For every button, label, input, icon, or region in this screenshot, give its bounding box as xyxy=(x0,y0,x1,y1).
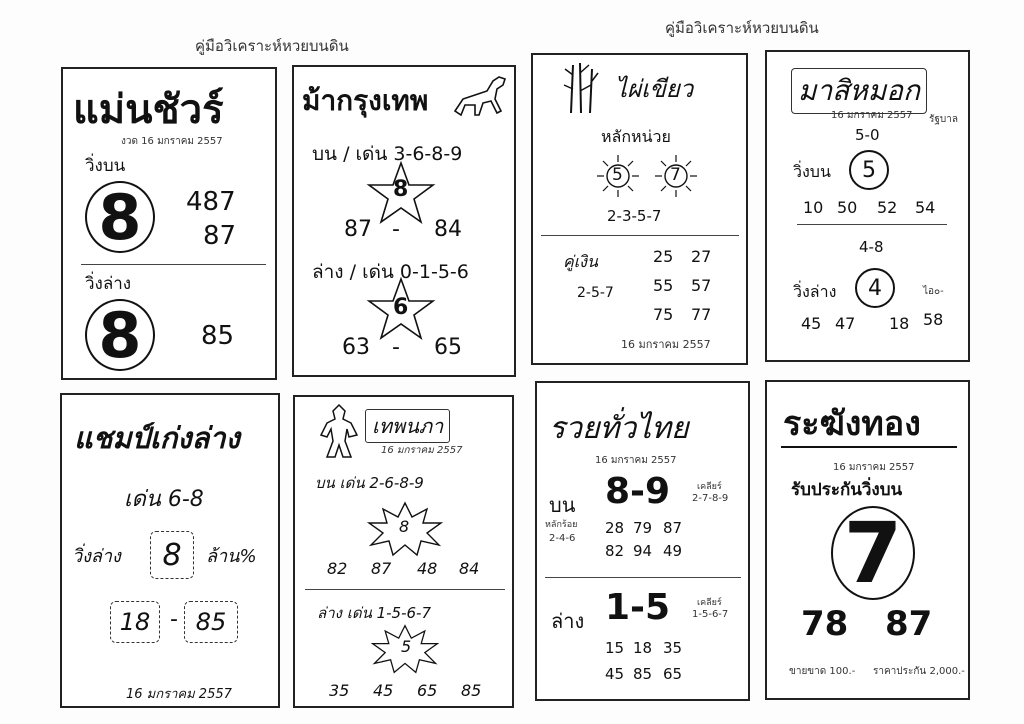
top-num: 84 xyxy=(459,559,480,578)
grid-cell: 27 xyxy=(691,247,712,266)
panel-thepnapha xyxy=(293,395,514,708)
bamboo-icon xyxy=(563,61,599,115)
dash: - xyxy=(392,217,400,242)
grid-cell: 57 xyxy=(691,276,712,295)
top-num: 50 xyxy=(837,198,858,217)
top-number-2: 87 xyxy=(203,221,237,251)
panel-date: 16 มกราคม 2557 xyxy=(595,455,677,466)
grid-cell: 75 xyxy=(653,305,674,324)
pair-1-b: 84 xyxy=(434,217,462,242)
top-big: 8-9 xyxy=(605,471,671,512)
grid-cell: 15 xyxy=(605,639,625,657)
bottom-num: 47 xyxy=(835,314,856,333)
top-digit-circle xyxy=(849,150,889,190)
big-digit-circle xyxy=(831,506,915,600)
grid-cell: 94 xyxy=(633,542,653,560)
top-num: 54 xyxy=(915,198,936,217)
dash: - xyxy=(392,335,400,360)
pair-2-a: 63 xyxy=(342,335,370,360)
panel-phaikhiao xyxy=(531,53,748,365)
panel-date: 16 มกราคม 2557 xyxy=(831,110,913,121)
grid-cell: 45 xyxy=(605,665,625,683)
run-top-label: วิ่งบน xyxy=(793,162,831,181)
panel-date: งวด 16 มกราคม 2557 xyxy=(121,136,223,147)
pair-b-box xyxy=(184,601,238,643)
top-num: 82 xyxy=(327,559,348,578)
panel-date: 16 มกราคม 2557 xyxy=(126,687,232,702)
top-num: 87 xyxy=(371,559,392,578)
pair-b: 87 xyxy=(885,604,933,644)
top-digit: 8 xyxy=(98,180,142,254)
panel-title: ระฆังทอง xyxy=(783,404,921,444)
bottom-line: ล่าง เด่น 1-5-6-7 xyxy=(317,604,432,622)
panel-title: เทพนภา xyxy=(365,409,450,443)
dash: - xyxy=(170,607,178,632)
top-num: 10 xyxy=(803,198,824,217)
signature: รัฐบาล xyxy=(929,114,958,125)
pair-label: คู่เงิน xyxy=(563,252,598,271)
top-digit-circle xyxy=(85,181,155,253)
divider xyxy=(81,264,266,265)
bottom-digit: 8 xyxy=(98,298,142,372)
bottom-line: ล่าง / เด่น 0-1-5-6 xyxy=(312,261,469,283)
divider xyxy=(797,224,947,225)
panel-title: ม้ากรุงเทพ xyxy=(302,84,429,117)
bottom-digit-circle xyxy=(85,299,155,371)
top-pair: 5-0 xyxy=(855,126,880,144)
top-num: 48 xyxy=(417,559,438,578)
run-suffix: ล้าน% xyxy=(206,546,257,567)
deity-icon xyxy=(317,401,361,461)
panel-makrungthep xyxy=(292,65,516,377)
panel-date: 16 มกราคม 2557 xyxy=(381,445,463,456)
hundreds-label: หลักร้อย xyxy=(545,520,578,530)
units-digits: 2-3-5-7 xyxy=(607,207,662,225)
panel-champkenglang xyxy=(60,393,280,708)
top-num: 52 xyxy=(877,198,898,217)
bottom-big: 1-5 xyxy=(605,587,671,628)
panel-ruaithuathai xyxy=(535,381,750,701)
panel-title: รวยทั่วไทย xyxy=(549,411,689,446)
bottom-num: 18 xyxy=(889,314,910,333)
top-clear-label: เคลียร์ xyxy=(697,482,722,492)
hundreds: 2-4-6 xyxy=(549,533,576,544)
bottom-num: 45 xyxy=(373,681,394,700)
top-clear: 2-7-8-9 xyxy=(692,493,729,504)
panel-title: แชมป์เก่งล่าง xyxy=(74,421,240,455)
burst-digit-1: 8 xyxy=(399,517,410,536)
grid-cell: 55 xyxy=(653,276,674,295)
units-label: หลักหน่วย xyxy=(601,127,671,146)
bottom-digit: 4 xyxy=(868,275,882,301)
big-digit: 7 xyxy=(843,504,903,602)
divider xyxy=(305,589,505,590)
featured-line: เด่น 6-8 xyxy=(124,487,204,512)
horse-icon xyxy=(449,71,511,123)
top-label: บน xyxy=(549,493,576,517)
pair-a: 78 xyxy=(801,604,849,644)
bottom-num: 35 xyxy=(329,681,350,700)
bottom-side: ไอ๐- xyxy=(923,286,944,297)
grid-cell: 87 xyxy=(663,519,683,537)
star-digit-2: 6 xyxy=(393,295,409,320)
bottom-label: ล่าง xyxy=(551,609,585,633)
grid-cell: 85 xyxy=(633,665,653,683)
grid-cell: 65 xyxy=(663,665,683,683)
sun-digit-2: 7 xyxy=(670,165,681,185)
bottom-num: 65 xyxy=(417,681,438,700)
run-digit-box xyxy=(150,531,194,579)
grid-cell: 35 xyxy=(663,639,683,657)
panel-rakhangthong xyxy=(765,380,970,700)
bottom-clear: 1-5-6-7 xyxy=(692,609,729,620)
bottom-num: 45 xyxy=(801,314,822,333)
bottom-digit-circle xyxy=(855,268,895,308)
pair-b: 85 xyxy=(195,608,227,636)
burst-digit-2: 5 xyxy=(401,637,412,656)
guarantee: รับประกันวิ่งบน xyxy=(791,480,903,500)
run-bottom-label: วิ่งล่าง xyxy=(793,282,837,301)
run-digit: 8 xyxy=(162,537,182,573)
pair-a-box xyxy=(110,601,160,643)
pair-a: 18 xyxy=(119,608,151,636)
panel-title: มาสิหมอก xyxy=(791,68,927,114)
bottom-num: 58 xyxy=(923,310,944,329)
bottom-num: 85 xyxy=(461,681,482,700)
panel-title: แม่นชัวร์ xyxy=(73,87,224,133)
price: ขายขาด 100.- xyxy=(789,666,856,677)
pair-sub: 2-5-7 xyxy=(577,285,614,301)
grid-cell: 77 xyxy=(691,305,712,324)
star-digit-1: 8 xyxy=(393,177,409,202)
bottom-clear-label: เคลียร์ xyxy=(697,598,722,608)
grid-cell: 79 xyxy=(633,519,653,537)
top-line: บน / เด่น 3-6-8-9 xyxy=(312,143,463,165)
grid-cell: 49 xyxy=(663,542,683,560)
top-line: บน เด่น 2-6-8-9 xyxy=(315,474,424,492)
grid-cell: 18 xyxy=(633,639,653,657)
bottom-number: 85 xyxy=(201,321,235,351)
bottom-pair: 4-8 xyxy=(859,238,884,256)
pair-1-a: 87 xyxy=(344,217,372,242)
grid-cell: 28 xyxy=(605,519,625,537)
panel-date: 16 มกราคม 2557 xyxy=(621,338,711,351)
divider xyxy=(545,577,741,578)
pair-2-b: 65 xyxy=(434,335,462,360)
run-label: วิ่งล่าง xyxy=(72,546,121,567)
divider xyxy=(781,446,957,448)
header-right: คู่มือวิเคราะห์หวยบนดิน xyxy=(665,19,819,37)
top-number-1: 487 xyxy=(186,187,236,217)
panel-date: 16 มกราคม 2557 xyxy=(833,462,915,473)
run-top-label: วิ่งบน xyxy=(85,156,126,176)
sun-digit-1: 5 xyxy=(612,165,623,185)
panel-title: ไผ่เขียว xyxy=(615,75,694,103)
grid-cell: 82 xyxy=(605,542,625,560)
panel-maenchua xyxy=(61,67,277,380)
panel-masimok xyxy=(765,50,970,362)
run-bottom-label: วิ่งล่าง xyxy=(85,274,132,294)
divider xyxy=(541,235,739,236)
top-digit: 5 xyxy=(862,157,876,183)
grid-cell: 25 xyxy=(653,247,674,266)
header-left: คู่มือวิเคราะห์หวยบนดิน xyxy=(195,37,349,55)
insure: ราคาประกัน 2,000.- xyxy=(873,666,965,677)
